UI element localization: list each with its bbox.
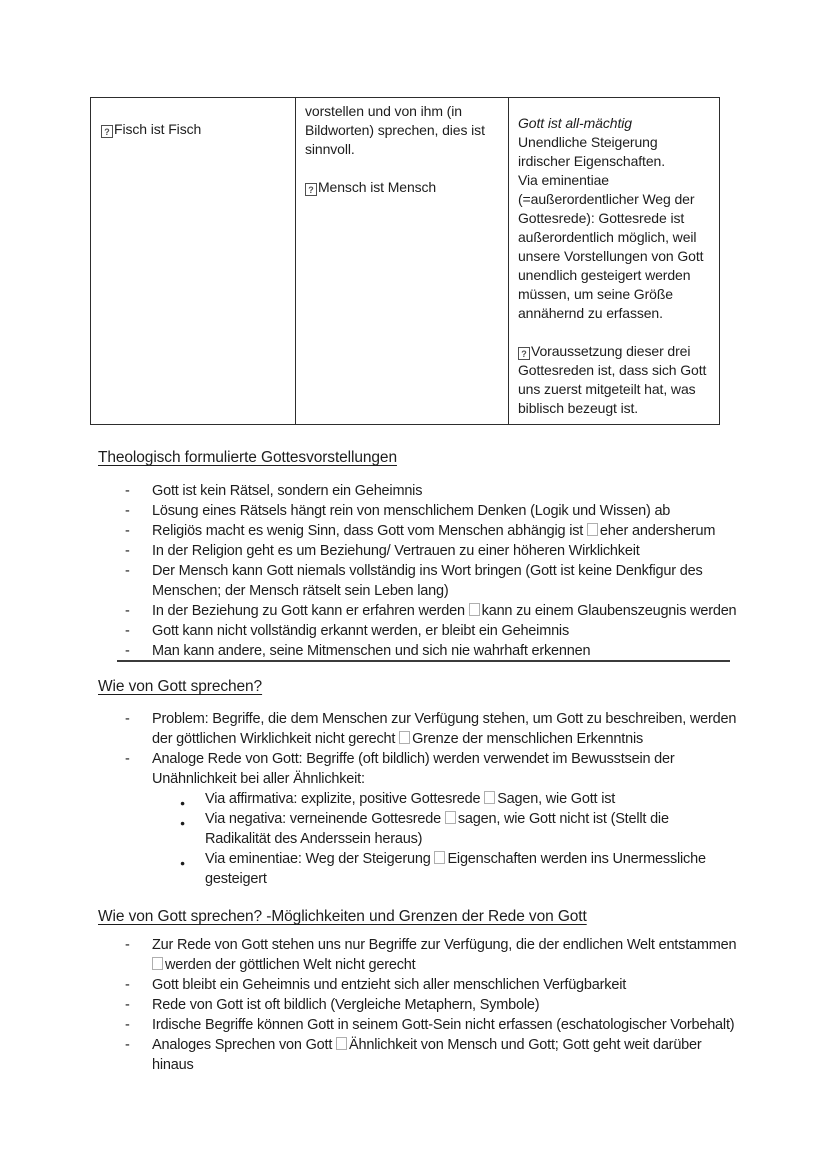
- section-heading-moeglichkeiten: Wie von Gott sprechen? -Möglichkeiten und Grenzen der Rede von Gott: [98, 908, 587, 925]
- sub-list-item: ● Via affirmativa: explizite, positive Gottesrede Sagen, wie Gott ist: [98, 789, 738, 809]
- bullet-list-theologisch: [98, 481, 738, 661]
- table-cell-fisch: [91, 98, 296, 425]
- cell-paragraph: ? Voraussetzung dieser drei Gottesreden ist, dass sich Gott uns zuerst mitgeteilt hat, was biblisch bezeugt ist.: [518, 343, 707, 416]
- missing-glyph-icon: [484, 791, 495, 804]
- cell-paragraph: ? Mensch ist Mensch: [305, 178, 500, 197]
- sub-list-item: ● Via eminentiae: Weg der Steigerung Eigenschaften werden ins Unermessliche gesteigert: [98, 849, 738, 889]
- section-heading-theologisch: Theologisch formulierte Gottesvorstellungen: [98, 449, 397, 466]
- list-item: - Man kann andere, seine Mitmenschen und sich nie wahrhaft erkennen: [98, 641, 738, 661]
- table-row: [91, 98, 720, 425]
- list-item: - Der Mensch kann Gott niemals vollständig ins Wort bringen (Gott ist keine Denkfigur des Menschen; der Mensch rätselt sein Leben lang): [98, 561, 738, 601]
- missing-glyph-icon: ?: [305, 183, 317, 196]
- list-item: - Religiös macht es wenig Sinn, dass Gott vom Menschen abhängig ist eher andersherum: [98, 521, 738, 541]
- missing-glyph-icon: [445, 811, 456, 824]
- missing-glyph-icon: [152, 957, 163, 970]
- list-item: - Irdische Begriffe können Gott in seinem Gott-Sein nicht erfassen (eschatologischer Vorbehalt): [98, 1015, 738, 1035]
- list-item: - Problem: Begriffe, die dem Menschen zur Verfügung stehen, um Gott zu beschreiben, werden der göttlichen Wirklichkeit nicht gerecht Grenze der menschlichen Erkenntnis: [98, 709, 738, 749]
- list-item: - Rede von Gott ist oft bildlich (Vergleiche Metaphern, Symbole): [98, 995, 738, 1015]
- missing-glyph-icon: [587, 523, 598, 536]
- sub-list-item: ● Via negativa: verneinende Gottesrede sagen, wie Gott nicht ist (Stellt die Radikalität des Anderssein heraus): [98, 809, 738, 849]
- cell-paragraph: Via eminentiae (=außerordentlicher Weg der Gottesrede): Gottesrede ist außerordentlich möglich, weil unsere Vorstellungen von Gott unendlich gesteigert werden müssen, um seine Größe annähernd zu erfassen.: [518, 172, 704, 321]
- list-item: - Gott kann nicht vollständig erkannt werden, er bleibt ein Geheimnis: [98, 621, 738, 641]
- horizontal-divider: [117, 660, 730, 662]
- section-heading-wie-sprechen: Wie von Gott sprechen?: [98, 678, 263, 695]
- table-cell-mensch: [296, 98, 509, 425]
- list-item: - In der Beziehung zu Gott kann er erfahren werden kann zu einem Glaubenszeugnis werden: [98, 601, 738, 621]
- cell-paragraph: vorstellen und von ihm (in Bildworten) sprechen, dies ist sinnvoll.: [305, 103, 485, 157]
- list-item: - Gott bleibt ein Geheimnis und entzieht sich aller menschlichen Verfügbarkeit: [98, 975, 738, 995]
- cell-paragraph-blank: [305, 159, 500, 178]
- cell-paragraph: Unendliche Steigerung irdischer Eigenschaften.: [518, 134, 666, 169]
- missing-glyph-icon: [434, 851, 445, 864]
- missing-glyph-icon: [336, 1037, 347, 1050]
- cell-paragraph-italic: Gott ist all-mächtig: [518, 115, 632, 131]
- list-item: - Gott ist kein Rätsel, sondern ein Geheimnis: [98, 481, 738, 501]
- table-cell-allmaechtig: [509, 98, 720, 425]
- missing-glyph-icon: ?: [101, 125, 113, 138]
- bullet-list-moeglichkeiten: [98, 935, 738, 1075]
- list-item: - In der Religion geht es um Beziehung/ Vertrauen zu einer höheren Wirklichkeit: [98, 541, 738, 561]
- bullet-list-wie-sprechen: [98, 709, 738, 889]
- list-item: - Zur Rede von Gott stehen uns nur Begriffe zur Verfügung, die der endlichen Welt entstammen werden der göttlichen Welt nicht gerecht: [98, 935, 738, 975]
- missing-glyph-icon: ?: [518, 347, 530, 360]
- cell-paragraph: ? Fisch ist Fisch: [101, 120, 287, 139]
- missing-glyph-icon: [469, 603, 480, 616]
- list-item: - Analoges Sprechen von Gott Ähnlichkeit von Mensch und Gott; Gott geht weit darüber hinaus: [98, 1035, 738, 1075]
- missing-glyph-icon: [399, 731, 410, 744]
- list-item: - Analoge Rede von Gott: Begriffe (oft bildlich) werden verwendet im Bewusstsein der Unähnlichkeit bei aller Ähnlichkeit:: [98, 749, 738, 789]
- gottesrede-table: [90, 97, 720, 425]
- cell-paragraph-blank: [518, 323, 711, 342]
- list-item: - Lösung eines Rätsels hängt rein von menschlichem Denken (Logik und Wissen) ab: [98, 501, 738, 521]
